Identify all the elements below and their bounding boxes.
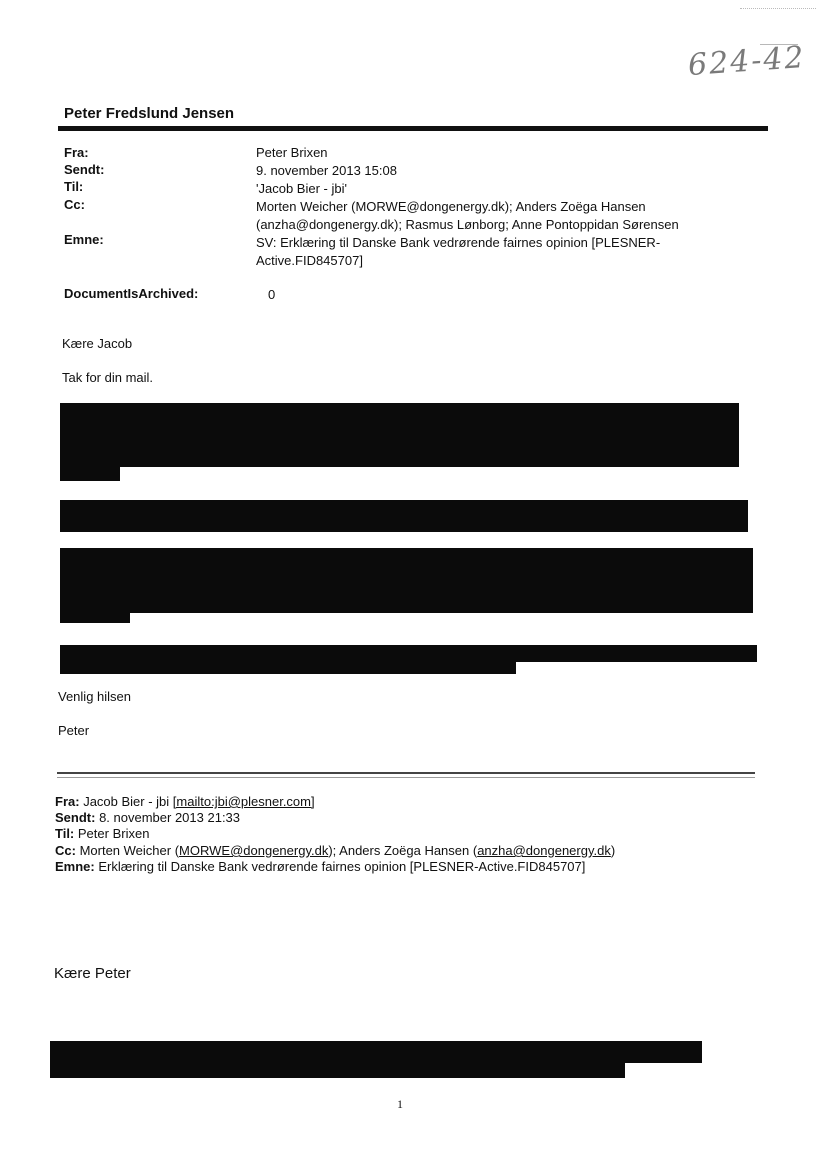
closing: Venlig hilsen [58, 689, 131, 704]
redaction-block [50, 1063, 625, 1078]
page-number: 1 [397, 1097, 403, 1111]
redaction-block [60, 500, 748, 532]
fwd-cc-line: Cc: Morten Weicher (MORWE@dongenergy.dk); Anders Zoëga Hansen (anzha@dongenergy.dk) [55, 843, 616, 858]
redaction-block [60, 548, 753, 613]
header-from-label: Fra: [64, 145, 89, 160]
fwd-from-line: Fra: Jacob Bier - jbi [mailto:jbi@plesner.com] [55, 794, 315, 809]
owner-rule [58, 126, 768, 131]
redaction-block [60, 467, 120, 481]
separator [57, 772, 755, 774]
redaction-block [60, 613, 130, 623]
body-line: Tak for din mail. [62, 370, 154, 385]
mailbox-owner: Peter Fredslund Jensen [64, 105, 235, 122]
header-subject-line2: Active.FID845707] [256, 253, 363, 268]
header-cc-line1: Morten Weicher (MORWE@dongenergy.dk); Anders Zoëga Hansen [256, 199, 646, 214]
redaction-block [60, 662, 516, 674]
fwd-greeting: Kære Peter [54, 965, 131, 982]
handwritten-stamp: 624-42 [686, 39, 807, 84]
fwd-cc-mail-link[interactable]: MORWE@dongenergy.dk [179, 843, 329, 858]
header-archived-label: DocumentIsArchived: [64, 286, 199, 301]
header-from-value: Peter Brixen [256, 145, 328, 160]
redaction-block [50, 1041, 702, 1063]
header-archived-value: 0 [268, 287, 276, 302]
header-subject-line1: SV: Erklæring til Danske Bank vedrørende fairnes opinion [PLESNER- [256, 235, 661, 250]
header-sent-value: 9. november 2013 15:08 [256, 163, 397, 178]
redaction-block [60, 403, 739, 467]
redaction-block [60, 645, 757, 662]
scan-mark [740, 8, 816, 10]
header-to-value: 'Jacob Bier - jbi' [256, 181, 347, 196]
header-to-label: Til: [64, 179, 84, 194]
fwd-subject-line: Emne: Erklæring til Danske Bank vedrørende fairnes opinion [PLESNER-Active.FID845707] [55, 859, 586, 874]
signature: Peter [58, 723, 90, 738]
separator [57, 777, 755, 778]
fwd-mailto-link[interactable]: [mailto:jbi@plesner.com] [172, 794, 315, 809]
greeting: Kære Jacob [62, 336, 133, 351]
header-sent-label: Sendt: [64, 162, 105, 177]
fwd-to-line: Til: Peter Brixen [55, 826, 150, 841]
header-subject-label: Emne: [64, 232, 104, 247]
header-cc-line2: (anzha@dongenergy.dk); Rasmus Lønborg; Anne Pontoppidan Sørensen [256, 217, 679, 232]
header-cc-label: Cc: [64, 197, 85, 212]
fwd-cc-mail-link[interactable]: anzha@dongenergy.dk [477, 843, 611, 858]
fwd-sent-line: Sendt: 8. november 2013 21:33 [55, 810, 241, 825]
